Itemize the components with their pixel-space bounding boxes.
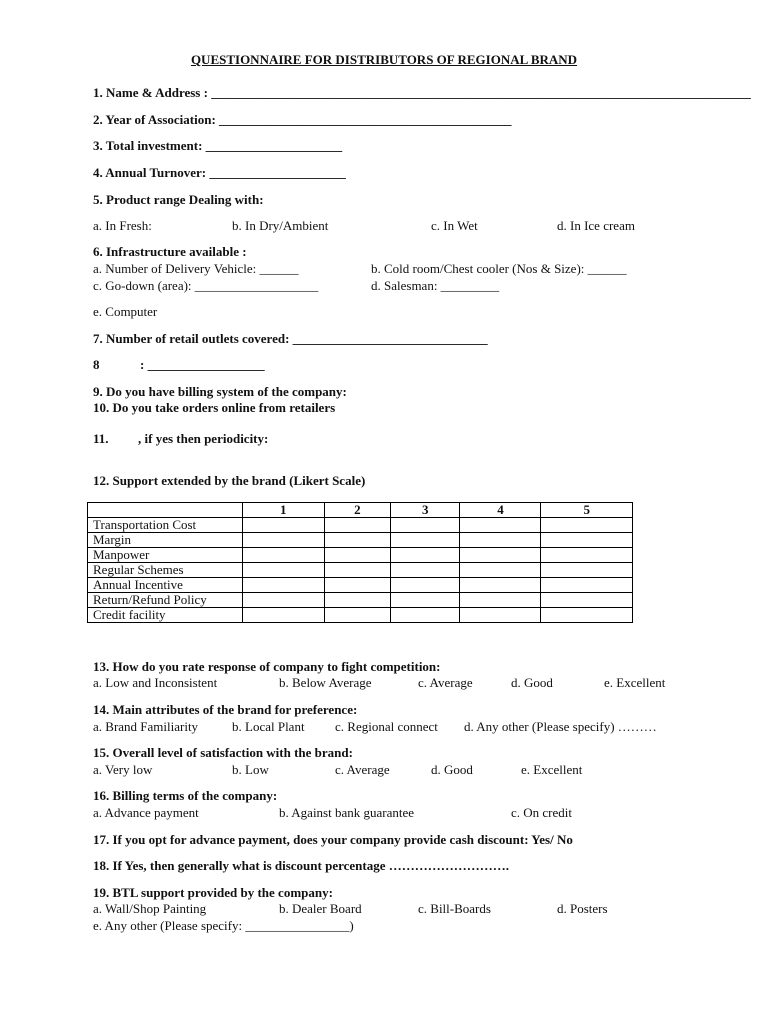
likert-row-label: Regular Schemes [88,563,243,578]
q15-option-c: c. Average [335,762,390,777]
likert-scale-2: 2 [324,503,390,518]
q12-support-heading: 12. Support extended by the brand (Likert Scale) [93,473,366,488]
rating-cell[interactable] [391,593,460,608]
q6-option-a: a. Number of Delivery Vehicle: ______ [93,261,299,276]
likert-table [87,502,633,623]
q14-option-d: d. Any other (Please specify) ……… [464,719,657,734]
rating-cell[interactable] [541,578,633,593]
q6-option-c: c. Go-down (area): ___________________ [93,278,319,293]
q4-annual-turnover: 4. Annual Turnover: _____________________ [93,165,346,180]
likert-row-label: Return/Refund Policy [88,593,243,608]
likert-row-label: Transportation Cost [88,518,243,533]
q5-option-c: c. In Wet [431,218,478,233]
rating-cell[interactable] [541,533,633,548]
table-row [88,548,633,563]
likert-row-label: Credit facility [88,608,243,623]
q19-option-b: b. Dealer Board [279,901,362,916]
table-row [88,578,633,593]
q6-option-d: d. Salesman: _________ [371,278,500,293]
rating-cell[interactable] [391,578,460,593]
rating-cell[interactable] [460,533,541,548]
q1-name-address: 1. Name & Address : ___________________________________________________________________________________ [93,85,751,100]
rating-cell[interactable] [242,578,324,593]
q2-year-association: 2. Year of Association: _____________________________________________ [93,112,512,127]
q14-option-b: b. Local Plant [232,719,305,734]
table-row [88,608,633,623]
q18-discount-percentage: 18. If Yes, then generally what is discount percentage ………………………. [93,858,509,873]
rating-cell[interactable] [324,518,390,533]
likert-row-label: Manpower [88,548,243,563]
likert-scale-3: 3 [391,503,460,518]
rating-cell[interactable] [541,518,633,533]
q13-option-d: d. Good [511,675,553,690]
rating-cell[interactable] [242,563,324,578]
q15-option-d: d. Good [431,762,473,777]
table-row [88,593,633,608]
q5-option-d: d. In Ice cream [557,218,635,233]
rating-cell[interactable] [242,533,324,548]
q15-option-b: b. Low [232,762,269,777]
rating-cell[interactable] [460,578,541,593]
q19-option-c: c. Bill-Boards [418,901,491,916]
q11-periodicity: , if yes then periodicity: [138,431,269,446]
q14-brand-attributes: 14. Main attributes of the brand for preference: [93,702,358,717]
rating-cell[interactable] [541,548,633,563]
rating-cell[interactable] [460,593,541,608]
q19-btl-support: 19. BTL support provided by the company: [93,885,333,900]
q16-billing-terms: 16. Billing terms of the company: [93,788,278,803]
rating-cell[interactable] [324,593,390,608]
q9-billing-system: 9. Do you have billing system of the company: [93,384,347,399]
q13-option-c: c. Average [418,675,473,690]
q6-infrastructure: 6. Infrastructure available : [93,244,247,259]
q7-retail-outlets: 7. Number of retail outlets covered: ______________________________ [93,331,488,346]
q8-line: : __________________ [140,357,265,372]
rating-cell[interactable] [391,533,460,548]
q13-option-b: b. Below Average [279,675,372,690]
likert-scale-1: 1 [242,503,324,518]
likert-header-row [88,503,633,518]
q3-total-investment: 3. Total investment: _____________________ [93,138,343,153]
rating-cell[interactable] [541,593,633,608]
q6-option-e: e. Computer [93,304,158,319]
q19-option-e: e. Any other (Please specify: ________________) [93,918,354,933]
rating-cell[interactable] [460,563,541,578]
q15-option-e: e. Excellent [521,762,583,777]
q15-satisfaction: 15. Overall level of satisfaction with the brand: [93,745,353,760]
page-title: QUESTIONNAIRE FOR DISTRIBUTORS OF REGIONAL BRAND [190,52,578,67]
likert-corner-cell [88,503,243,518]
likert-row-label: Margin [88,533,243,548]
q16-option-b: b. Against bank guarantee [279,805,415,820]
rating-cell[interactable] [242,608,324,623]
rating-cell[interactable] [541,608,633,623]
rating-cell[interactable] [460,608,541,623]
rating-cell[interactable] [324,563,390,578]
q5-option-a: a. In Fresh: [93,218,152,233]
rating-cell[interactable] [242,548,324,563]
rating-cell[interactable] [324,533,390,548]
rating-cell[interactable] [391,563,460,578]
q16-option-a: a. Advance payment [93,805,199,820]
rating-cell[interactable] [391,518,460,533]
table-row [88,533,633,548]
table-row [88,563,633,578]
likert-scale-5: 5 [541,503,633,518]
q8-number: 8 [93,357,100,372]
q11-number: 11. [93,431,109,446]
q16-option-c: c. On credit [511,805,573,820]
q17-cash-discount: 17. If you opt for advance payment, does your company provide cash discount: Yes/ No [93,832,573,847]
q14-option-a: a. Brand Familiarity [93,719,199,734]
q6-option-b: b. Cold room/Chest cooler (Nos & Size): ______ [371,261,627,276]
likert-row-label: Annual Incentive [88,578,243,593]
q13-competition-response: 13. How do you rate response of company to fight competition: [93,659,441,674]
rating-cell[interactable] [242,593,324,608]
q19-option-a: a. Wall/Shop Painting [93,901,207,916]
rating-cell[interactable] [324,608,390,623]
q5-option-b: b. In Dry/Ambient [232,218,329,233]
rating-cell[interactable] [242,518,324,533]
table-row [88,518,633,533]
q5-product-range: 5. Product range Dealing with: [93,192,264,207]
q15-option-a: a. Very low [93,762,153,777]
rating-cell[interactable] [391,548,460,563]
rating-cell[interactable] [460,518,541,533]
rating-cell[interactable] [391,608,460,623]
rating-cell[interactable] [460,548,541,563]
rating-cell[interactable] [324,578,390,593]
q10-online-orders: 10. Do you take orders online from retailers [93,400,336,415]
likert-scale-4: 4 [460,503,541,518]
q13-option-e: e. Excellent [604,675,666,690]
rating-cell[interactable] [541,563,633,578]
q14-option-c: c. Regional connect [335,719,438,734]
q13-option-a: a. Low and Inconsistent [93,675,218,690]
q19-option-d: d. Posters [557,901,608,916]
rating-cell[interactable] [324,548,390,563]
